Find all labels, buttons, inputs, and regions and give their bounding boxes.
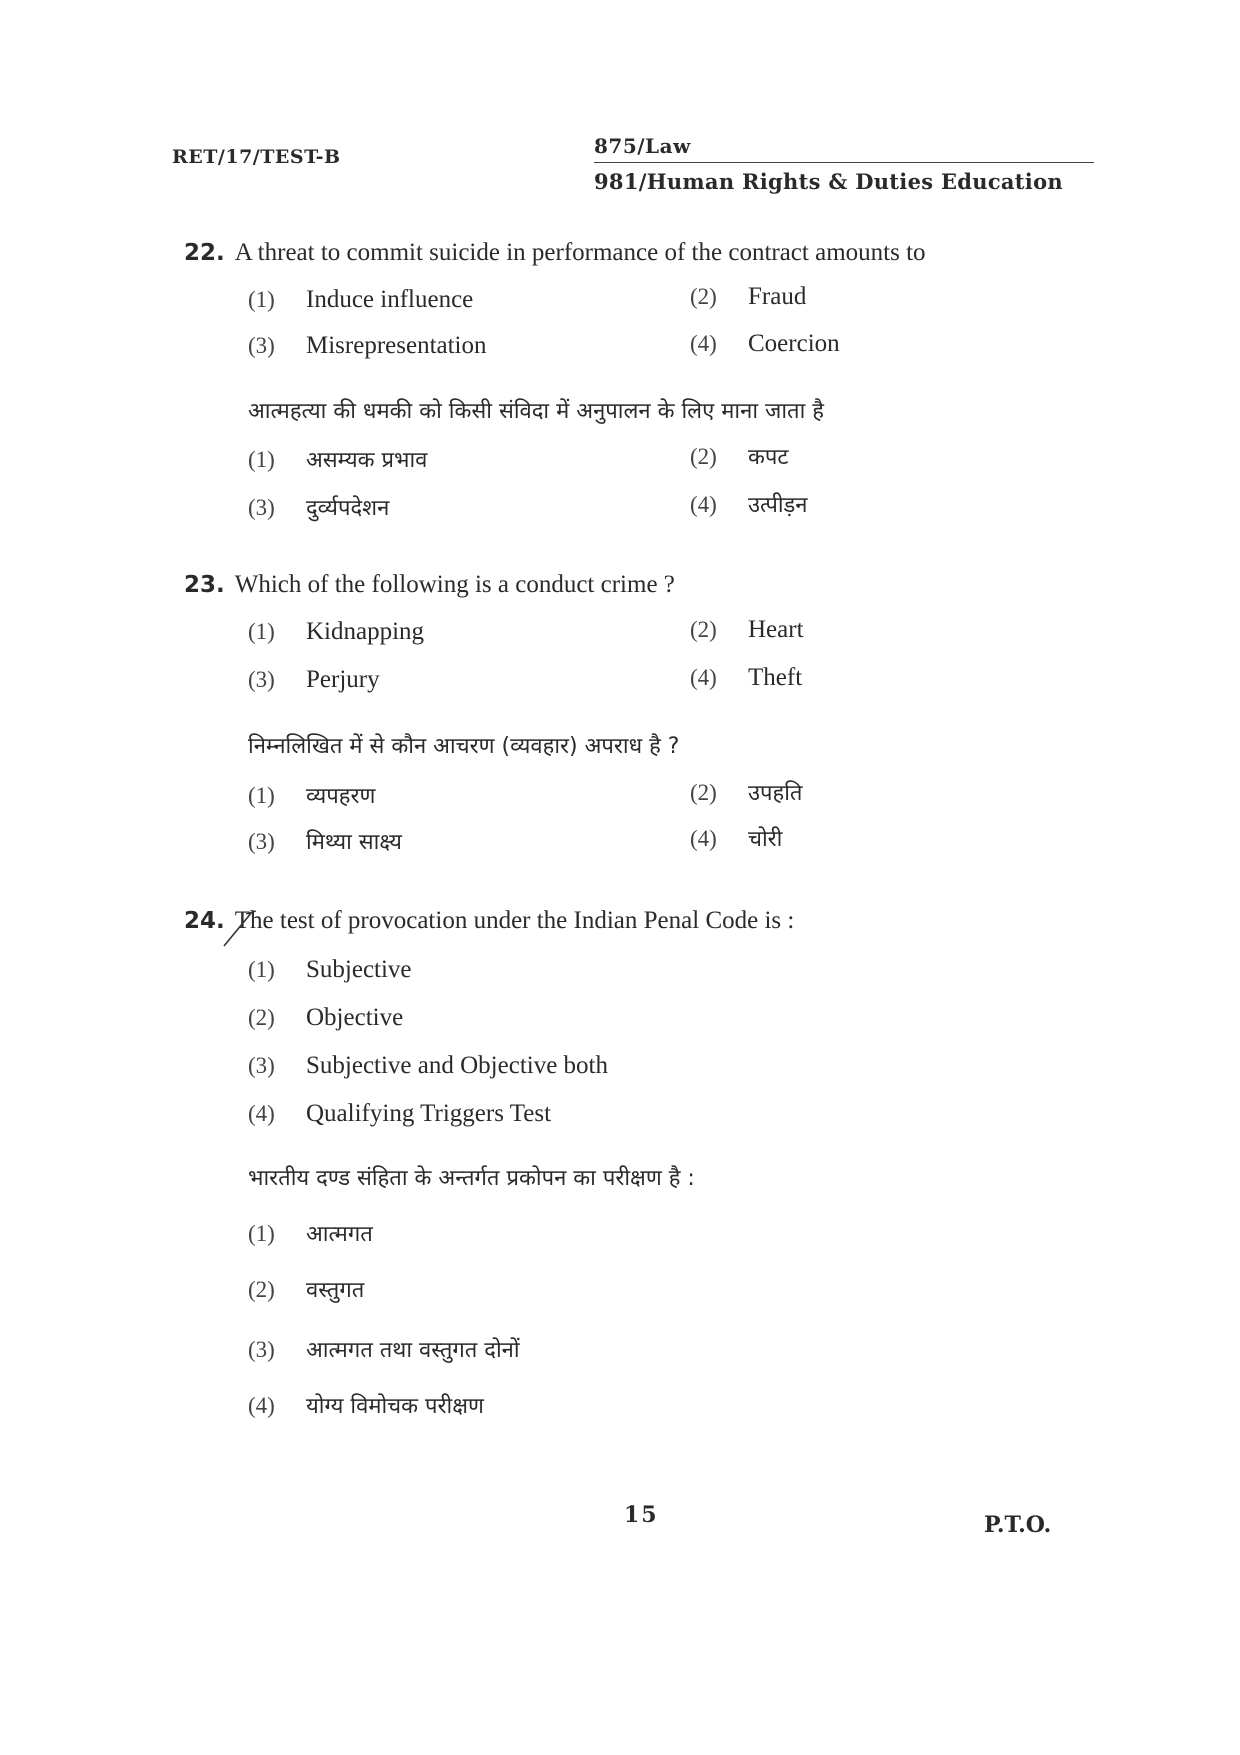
option-en-4 <box>248 1100 551 1128</box>
option-text: कपट <box>748 445 789 470</box>
question-text-en: The test of provocation under the Indian Penal Code is : <box>234 907 795 934</box>
option-number: (4) <box>690 492 717 517</box>
option-text: Subjective and Objective both <box>306 1052 609 1079</box>
option-number: (1) <box>248 1221 275 1246</box>
pto-label: P.T.O. <box>984 1512 1052 1538</box>
option-number: (3) <box>248 1053 275 1078</box>
option-text: आत्मगत <box>306 1222 373 1247</box>
question-23-stem <box>184 572 675 597</box>
option-en-3 <box>248 666 380 694</box>
option-text: असम्यक प्रभाव <box>306 448 428 473</box>
option-text: Coercion <box>748 330 840 357</box>
pen-tick-mark <box>222 908 258 948</box>
option-text: Theft <box>748 664 803 691</box>
option-text: Induce influence <box>306 286 474 313</box>
option-en-4 <box>690 330 840 358</box>
option-en-4 <box>690 664 802 692</box>
option-en-3 <box>248 332 487 360</box>
option-number: (2) <box>248 1277 275 1302</box>
option-text: उत्पीड़न <box>748 493 808 518</box>
option-en-1 <box>248 286 473 314</box>
option-en-2 <box>690 616 804 644</box>
paper-code: RET/17/TEST-B <box>172 146 341 168</box>
option-number: (4) <box>248 1393 275 1418</box>
option-number: (4) <box>690 331 717 356</box>
option-hi-3 <box>248 1334 520 1364</box>
option-text: Heart <box>748 616 804 643</box>
option-hi-1 <box>248 780 375 810</box>
question-text-hi: निम्नलिखित में से कौन आचरण (व्यवहार) अपराध है ? <box>248 734 680 759</box>
page-number: 15 <box>624 1502 659 1528</box>
question-number: 23. <box>184 572 225 598</box>
option-hi-4 <box>690 489 808 519</box>
option-number: (1) <box>248 783 275 808</box>
option-number: (3) <box>248 333 275 358</box>
option-number: (4) <box>690 665 717 690</box>
option-en-2 <box>248 1004 403 1032</box>
option-number: (3) <box>248 495 275 520</box>
question-22-stem <box>184 240 926 265</box>
option-text: Objective <box>306 1004 404 1031</box>
option-text: Misrepresentation <box>306 332 487 359</box>
option-text: व्यपहरण <box>306 784 376 809</box>
option-text: मिथ्या साक्ष्य <box>306 830 402 855</box>
subject-line-2: 981/Human Rights & Duties Education <box>594 169 1063 194</box>
option-number: (1) <box>248 287 275 312</box>
option-text: Qualifying Triggers Test <box>306 1100 552 1127</box>
option-hi-2 <box>690 777 802 807</box>
question-text-en: A threat to commit suicide in performance of the contract amounts to <box>234 239 926 266</box>
option-number: (3) <box>248 1337 275 1362</box>
option-text: योग्य विमोचक परीक्षण <box>306 1394 484 1419</box>
option-number: (3) <box>248 829 275 854</box>
question-text-en: Which of the following is a conduct crime ? <box>234 571 675 598</box>
option-number: (2) <box>690 444 717 469</box>
option-en-3 <box>248 1052 608 1080</box>
question-text-hi: भारतीय दण्ड संहिता के अन्तर्गत प्रकोपन का परीक्षण है : <box>248 1166 695 1191</box>
option-hi-3 <box>248 492 389 522</box>
option-hi-3 <box>248 826 402 856</box>
option-number: (2) <box>690 284 717 309</box>
question-number: 22. <box>184 240 225 266</box>
option-hi-4 <box>248 1390 484 1420</box>
option-en-1 <box>248 618 424 646</box>
option-text: वस्तुगत <box>306 1278 365 1303</box>
question-24-stem <box>184 908 794 933</box>
option-hi-2 <box>248 1274 364 1304</box>
subject-divider <box>594 162 1094 163</box>
option-hi-2 <box>690 441 788 471</box>
option-hi-1 <box>248 444 427 474</box>
option-number: (1) <box>248 619 275 644</box>
option-number: (2) <box>690 780 717 805</box>
option-text: दुर्व्यपदेशन <box>306 496 390 521</box>
option-en-1 <box>248 956 412 984</box>
option-text: Subjective <box>306 956 412 983</box>
option-text: उपहति <box>748 781 803 806</box>
option-number: (2) <box>248 1005 275 1030</box>
option-text: चोरी <box>748 827 783 852</box>
option-number: (4) <box>248 1101 275 1126</box>
option-text: Perjury <box>306 666 380 693</box>
option-en-2 <box>690 283 806 311</box>
option-hi-4 <box>690 823 782 853</box>
question-text-hi: आत्महत्या की धमकी को किसी संविदा में अनुपालन के लिए माना जाता है <box>248 399 824 424</box>
subject-header <box>594 134 1094 194</box>
subject-line-1: 875/Law <box>594 134 691 158</box>
option-number: (4) <box>690 826 717 851</box>
option-number: (1) <box>248 957 275 982</box>
option-text: Kidnapping <box>306 618 425 645</box>
option-text: Fraud <box>748 283 807 310</box>
option-number: (1) <box>248 447 275 472</box>
option-number: (2) <box>690 617 717 642</box>
option-text: आत्मगत तथा वस्तुगत दोनों <box>306 1338 520 1363</box>
option-hi-1 <box>248 1218 373 1248</box>
question-number: 24. <box>184 908 225 934</box>
option-number: (3) <box>248 667 275 692</box>
